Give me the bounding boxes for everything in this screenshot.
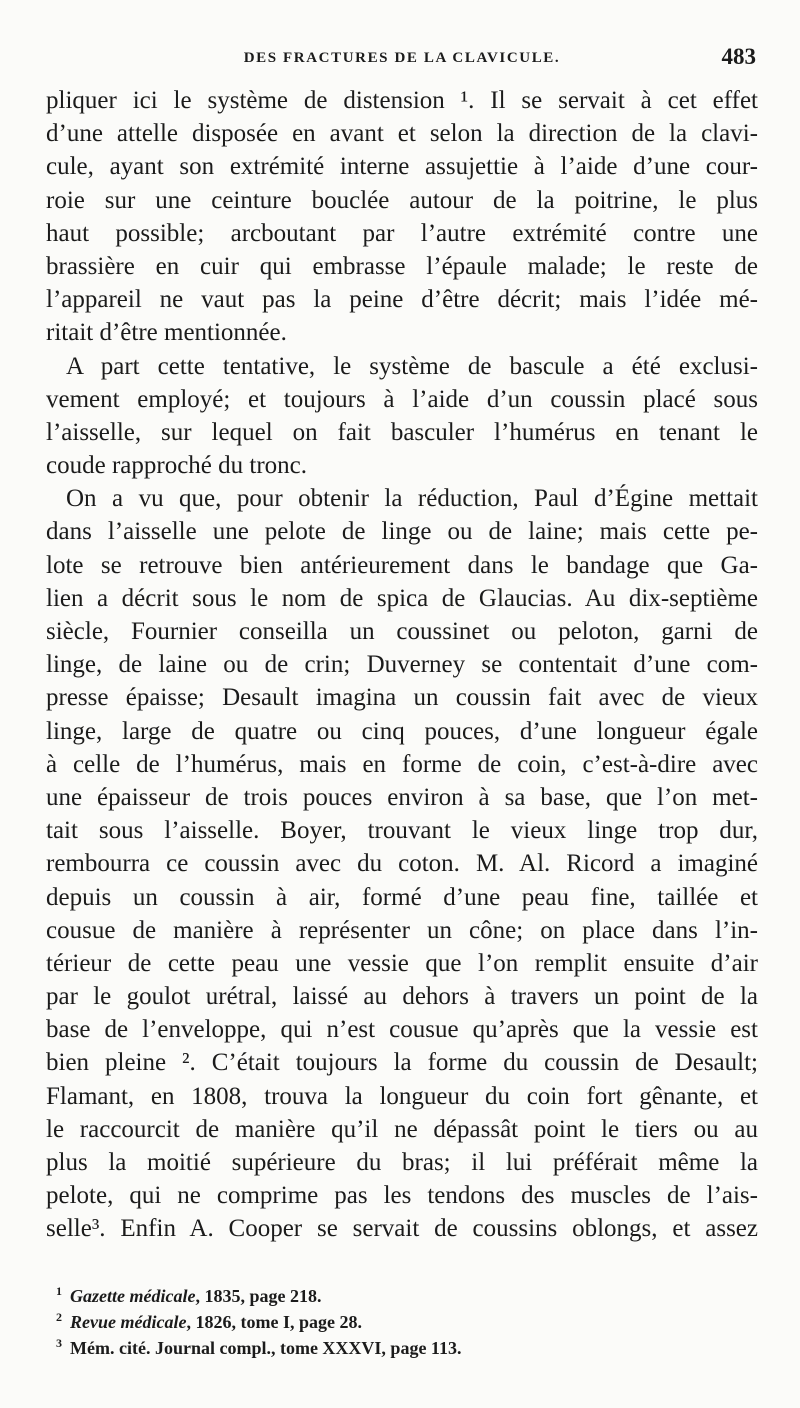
running-title: DES FRACTURES DE LA CLAVICULE. [243, 50, 561, 66]
text-line: ritait d’être mentionnée. [46, 319, 287, 347]
text-line: linge, de laine ou de crin; Duverney se contentait d’une com- [46, 651, 758, 679]
text-line: d’une attelle disposée en avant et selon la direction de la clavi- [46, 120, 758, 148]
footnote-source-title: Gazette médicale [70, 1286, 196, 1306]
text-line: haut possible; arcboutant par l’autre extrémité contre une [46, 219, 758, 247]
text-line: rembourra ce coussin avec du coton. M. Al. Ricord a imaginé [46, 850, 758, 878]
footnotes [56, 1283, 656, 1361]
text-line: l’appareil ne vaut pas la peine d’être décrit; mais l’idée mé- [46, 286, 758, 314]
text-line: le raccourcit de manière qu’il ne dépassât point le tiers ou au [46, 1115, 758, 1143]
footnote-reference: Mém. cité. Journal compl., tome XXXVI, page 113. [70, 1338, 462, 1358]
text-line: plus la moitié supérieure du bras; il lui préférait même la [46, 1149, 758, 1176]
text-line: pliquer ici le système de distension ¹. Il se servait à cet effet [46, 87, 758, 114]
text-line: une épaisseur de trois pouces environ à sa base, que l’on met- [46, 783, 758, 811]
footnote-mark: 1 [56, 1284, 62, 1298]
text-line: A part cette tentative, le système de bascule a été exclusi- [66, 352, 758, 380]
footnote [56, 1335, 656, 1361]
text-line: On a vu que, pour obtenir la réduction, Paul d’Égine mettait [66, 485, 758, 513]
footnote-source-title: Revue médicale [70, 1312, 187, 1332]
footnote-mark: 3 [56, 1336, 62, 1350]
text-line: depuis un coussin à air, formé d’une peau fine, taillée et [46, 883, 758, 911]
footnote [56, 1283, 656, 1309]
text-line: à celle de l’humérus, mais en forme de coin, c’est-à-dire avec [46, 750, 758, 778]
text-line: Flamant, en 1808, trouva la longueur du coin fort gênante, et [46, 1082, 758, 1110]
text-line: cousue de manière à représenter un cône; on place dans l’in- [46, 916, 758, 944]
text-line: roie sur une ceinture bouclée autour de la poitrine, le plus [46, 186, 758, 214]
text-line: térieur de cette peau une vessie que l’on remplit ensuite d’air [46, 949, 758, 977]
page-number: 483 [721, 44, 756, 69]
body-text [46, 84, 758, 1246]
text-line: lien a décrit sous le nom de spica de Glaucias. Au dix-septième [46, 584, 758, 612]
footnote [56, 1309, 656, 1335]
footnote-mark: 2 [56, 1310, 62, 1324]
footnote-reference: , 1835, page 218. [195, 1286, 322, 1306]
footnote-reference: , 1826, tome I, page 28. [186, 1312, 362, 1332]
text-line: siècle, Fournier conseilla un coussinet ou peloton, garni de [46, 618, 758, 645]
text-line: l’aisselle, sur lequel on fait basculer l’humérus en tenant le [46, 418, 758, 446]
text-line: vement employé; et toujours à l’aide d’un coussin placé sous [46, 385, 758, 413]
text-line: brassière en cuir qui embrasse l’épaule malade; le reste de [46, 252, 758, 280]
text-line: dans l’aisselle une pelote de linge ou de laine; mais cette pe- [46, 518, 758, 546]
running-head [46, 44, 758, 74]
text-line: base de l’enveloppe, qui n’est cousue qu’après que la vessie est [46, 1016, 758, 1044]
text-line: presse épaisse; Desault imagina un coussin fait avec de vieux [46, 684, 758, 712]
text-line: coude rapproché du tronc. [46, 452, 307, 480]
text-line: cule, ayant son extrémité interne assujettie à l’aide d’une cour- [46, 153, 758, 181]
text-line: pelote, qui ne comprime pas les tendons des muscles de l’ais- [46, 1182, 758, 1210]
text-line: selle³. Enfin A. Cooper se servait de coussins oblongs, et assez [46, 1215, 758, 1243]
text-line: bien pleine ². C’était toujours la forme du coussin de Desault; [46, 1049, 758, 1077]
text-line: par le goulot urétral, laissé au dehors à travers un point de la [46, 983, 758, 1011]
text-line: lote se retrouve bien antérieurement dans le bandage que Ga- [46, 551, 758, 579]
text-line: tait sous l’aisselle. Boyer, trouvant le vieux linge trop dur, [46, 817, 758, 845]
text-line: linge, large de quatre ou cinq pouces, d’une longueur égale [46, 717, 758, 745]
